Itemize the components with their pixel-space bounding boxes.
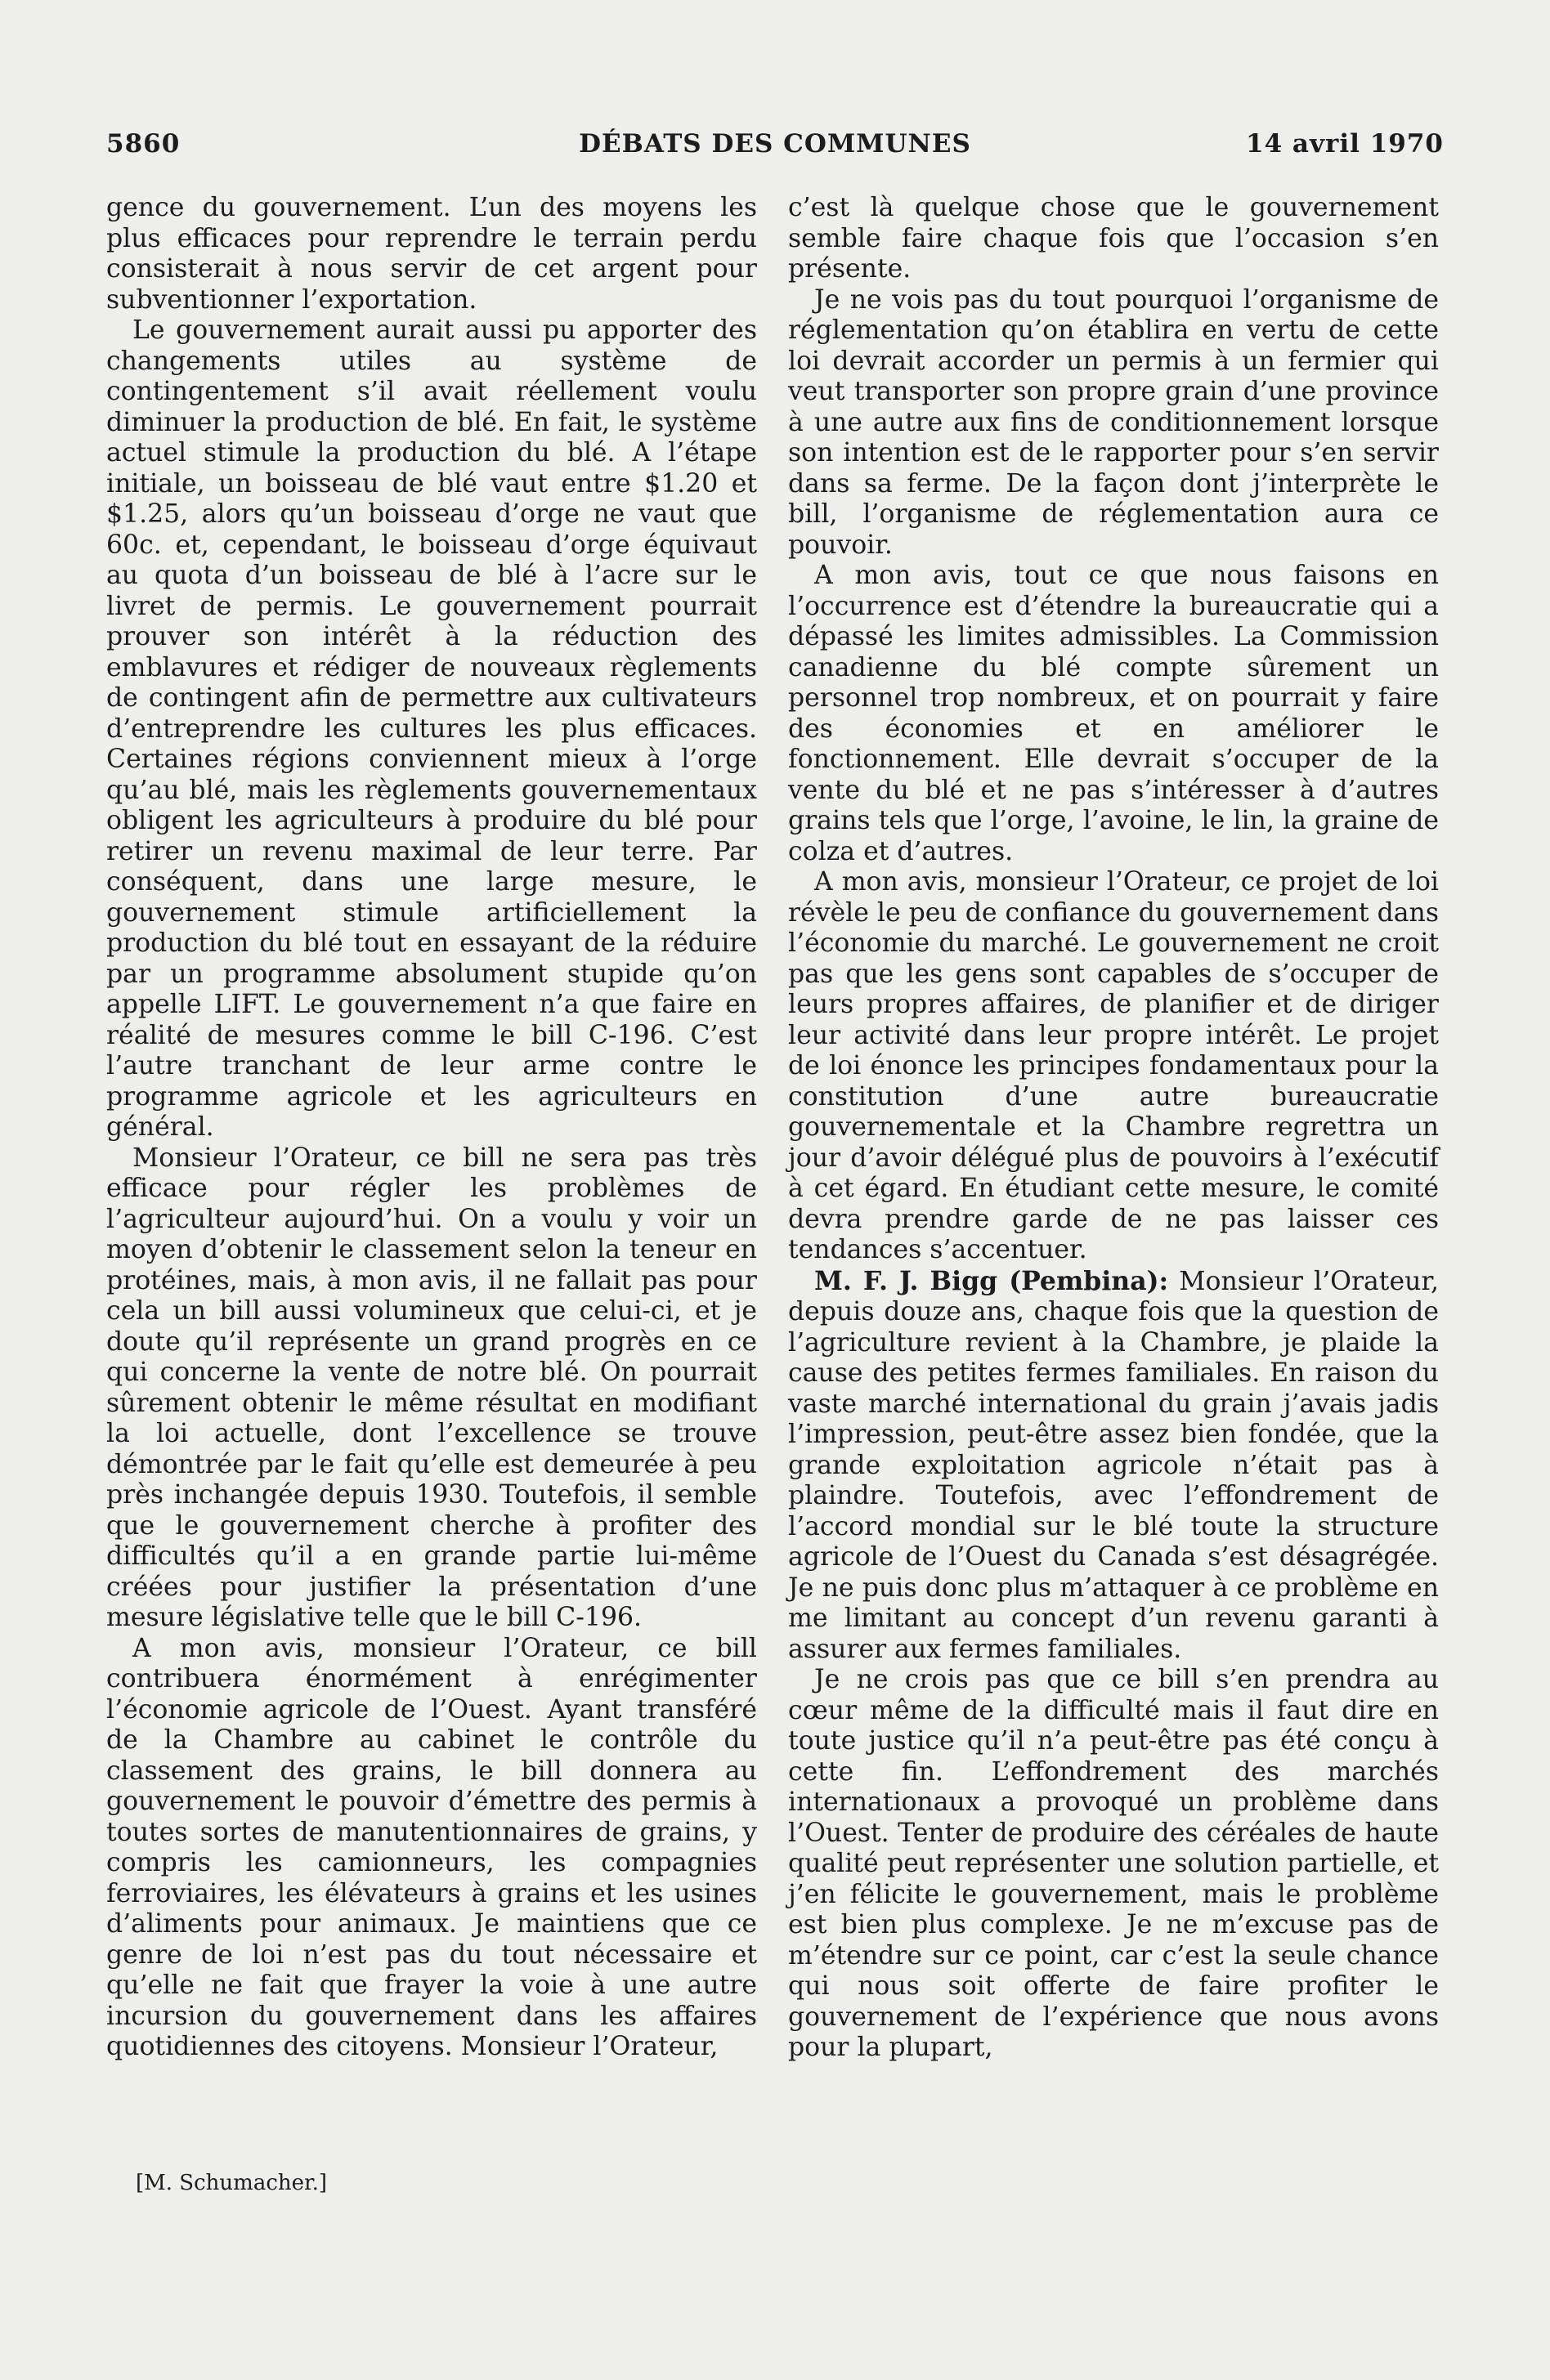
journal-title: DÉBATS DES COMMUNES — [579, 129, 971, 159]
left-column — [106, 193, 757, 2063]
speaker-paragraph — [788, 1266, 1439, 1666]
paragraph: Je ne vois pas du tout pourquoi l’organisme de réglementation qu’on établira en vertu de cette loi devrait accorder un permis à un fermier qui veut transporter son propre grain d’une province à une autre aux fins de conditionnement lorsque son intention est de le rapporter pour s’en servir dans sa ferme. De la façon dont j’interprète le bill, l’organisme de réglementation aura ce pouvoir. — [788, 284, 1439, 560]
paragraph: A mon avis, monsieur l’Orateur, ce projet de loi révèle le peu de confiance du gouvernement dans l’économie du marché. Le gouvernement ne croit pas que les gens sont capables de s’occuper de leurs propres affaires, de planifier et de diriger leur activité dans leur propre intérêt. Le projet de loi énonce les principes fondamentaux pour la constitution d’une autre bureaucratie gouvernementale et la Chambre regrettra un jour d’avoir délégué plus de pouvoirs à l’exécutif à cet égard. En étudiant cette mesure, le comité devra prendre garde de ne pas laisser ces tendances s’accentuer. — [788, 867, 1439, 1264]
speaker-footnote: [M. Schumacher.] — [136, 2171, 327, 2195]
right-column — [788, 193, 1439, 2064]
page-header — [106, 129, 1444, 165]
paragraph: gence du gouvernement. L’un des moyens les plus efficaces pour reprendre le terrain perdu consisterait à nous servir de cet argent pour subventionner l’exportation. — [106, 193, 757, 315]
page-date: 14 avril 1970 — [1246, 129, 1444, 159]
paragraph: Le gouvernement aurait aussi pu apporter des changements utiles au système de contingentement s’il avait réellement voulu diminuer la production de blé. En fait, le système actuel stimule la production du blé. A l’étape initiale, un boisseau de blé vaut entre $1.20 et $1.25, alors qu’un boisseau d’orge ne vaut que 60c. et, cependant, le boisseau d’orge équivaut au quota d’un boisseau de blé à l’acre sur le livret de permis. Le gouvernement pourrait prouver son intérêt à la réduction des emblavures et rédiger de nouveaux règlements de contingent afin de permettre aux cultivateurs d’entreprendre les cultures les plus efficaces. Certaines régions conviennent mieux à l’orge qu’au blé, mais les règlements gouvernementaux obligent les agriculteurs à produire du blé pour retirer un revenu maximal de leur terre. Par conséquent, dans une large mesure, le gouvernement stimule artificiellement la production du blé tout en essayant de la réduire par un programme absolument stupide qu’on appelle LIFT. Le gouvernement n’a que faire en réalité de mesures comme le bill C-196. C’est l’autre tranchant de leur arme contre le programme agricole et les agriculteurs en général. — [106, 315, 757, 1142]
paragraph: A mon avis, tout ce que nous faisons en l’occurrence est d’étendre la bureaucratie qui a dépassé les limites admissibles. La Commission canadienne du blé compte sûrement un personnel trop nombreux, et on pourrait y faire des économies et en améliorer le fonctionnement. Elle devrait s’occuper de la vente du blé et ne pas s’intéresser à d’autres grains tels que l’orge, l’avoine, le lin, la graine de colza et d’autres. — [788, 561, 1439, 866]
paragraph: Monsieur l’Orateur, ce bill ne sera pas très efficace pour régler les problèmes de l’agriculteur aujourd’hui. On a voulu y voir un moyen d’obtenir le classement selon la teneur en protéines, mais, à mon avis, il ne fallait pas pour cela un bill aussi volumineux que celui-ci, et je doute qu’il représente un grand progrès en ce qui concerne la vente de notre blé. On pourrait sûrement obtenir le même résultat en modifiant la loi actuelle, dont l’excellence se trouve démontrée par le fait qu’elle est demeurée à peu près inchangée depuis 1930. Toutefois, il semble que le gouvernement cherche à profiter des difficultés qu’il a en grande partie lui-même créées pour justifier la présentation d’une mesure législative telle que le bill C-196. — [106, 1143, 757, 1632]
paragraph: A mon avis, monsieur l’Orateur, ce bill contribuera énormément à enrégimenter l’économie agricole de l’Ouest. Ayant transféré de la Chambre au cabinet le contrôle du classement des grains, le bill donnera au gouvernement le pouvoir d’émettre des permis à toutes sortes de manutentionnaires de grains, y compris les camionneurs, les compagnies ferroviaires, les élévateurs à grains et les usines d’aliments pour animaux. Je maintiens que ce genre de loi n’est pas du tout nécessaire et qu’elle ne fait que frayer la voie à une autre incursion du gouvernement dans les affaires quotidiennes des citoyens. Monsieur l’Orateur, — [106, 1633, 757, 2061]
speech-text: Monsieur l’Orateur, depuis douze ans, chaque fois que la question de l’agriculture revient à la Chambre, je plaide la cause des petites fermes familiales. En raison du vaste marché international du grain j’avais jadis l’impression, peut-être assez bien fondée, que la grande exploitation agricole n’était pas à plaindre. Toutefois, avec l’effondrement de l’accord mondial sur le blé toute la structure agricole de l’Ouest du Canada s’est désagrégée. Je ne puis donc plus m’attaquer à ce problème en me limitant au concept d’un revenu garanti à assurer aux fermes familiales. — [788, 1266, 1439, 1664]
paragraph: c’est là quelque chose que le gouvernement semble faire chaque fois que l’occasion s’en présente. — [788, 193, 1439, 284]
paragraph: Je ne crois pas que ce bill s’en prendra au cœur même de la difficulté mais il faut dire en toute justice qu’il n’a peut-être pas été conçu à cette fin. L’effondrement des marchés internationaux a provoqué un problème dans l’Ouest. Tenter de produire des céréales de haute qualité peut représenter une solution partielle, et j’en félicite le gouvernement, mais le problème est bien plus complexe. Je ne m’excuse pas de m’étendre sur ce point, car c’est la seule chance qui nous soit offerte de faire profiter le gouvernement de l’expérience que nous avons pour la plupart, — [788, 1665, 1439, 2062]
speaker-name: M. F. J. Bigg (Pembina): — [814, 1265, 1169, 1296]
page-number: 5860 — [106, 129, 181, 159]
